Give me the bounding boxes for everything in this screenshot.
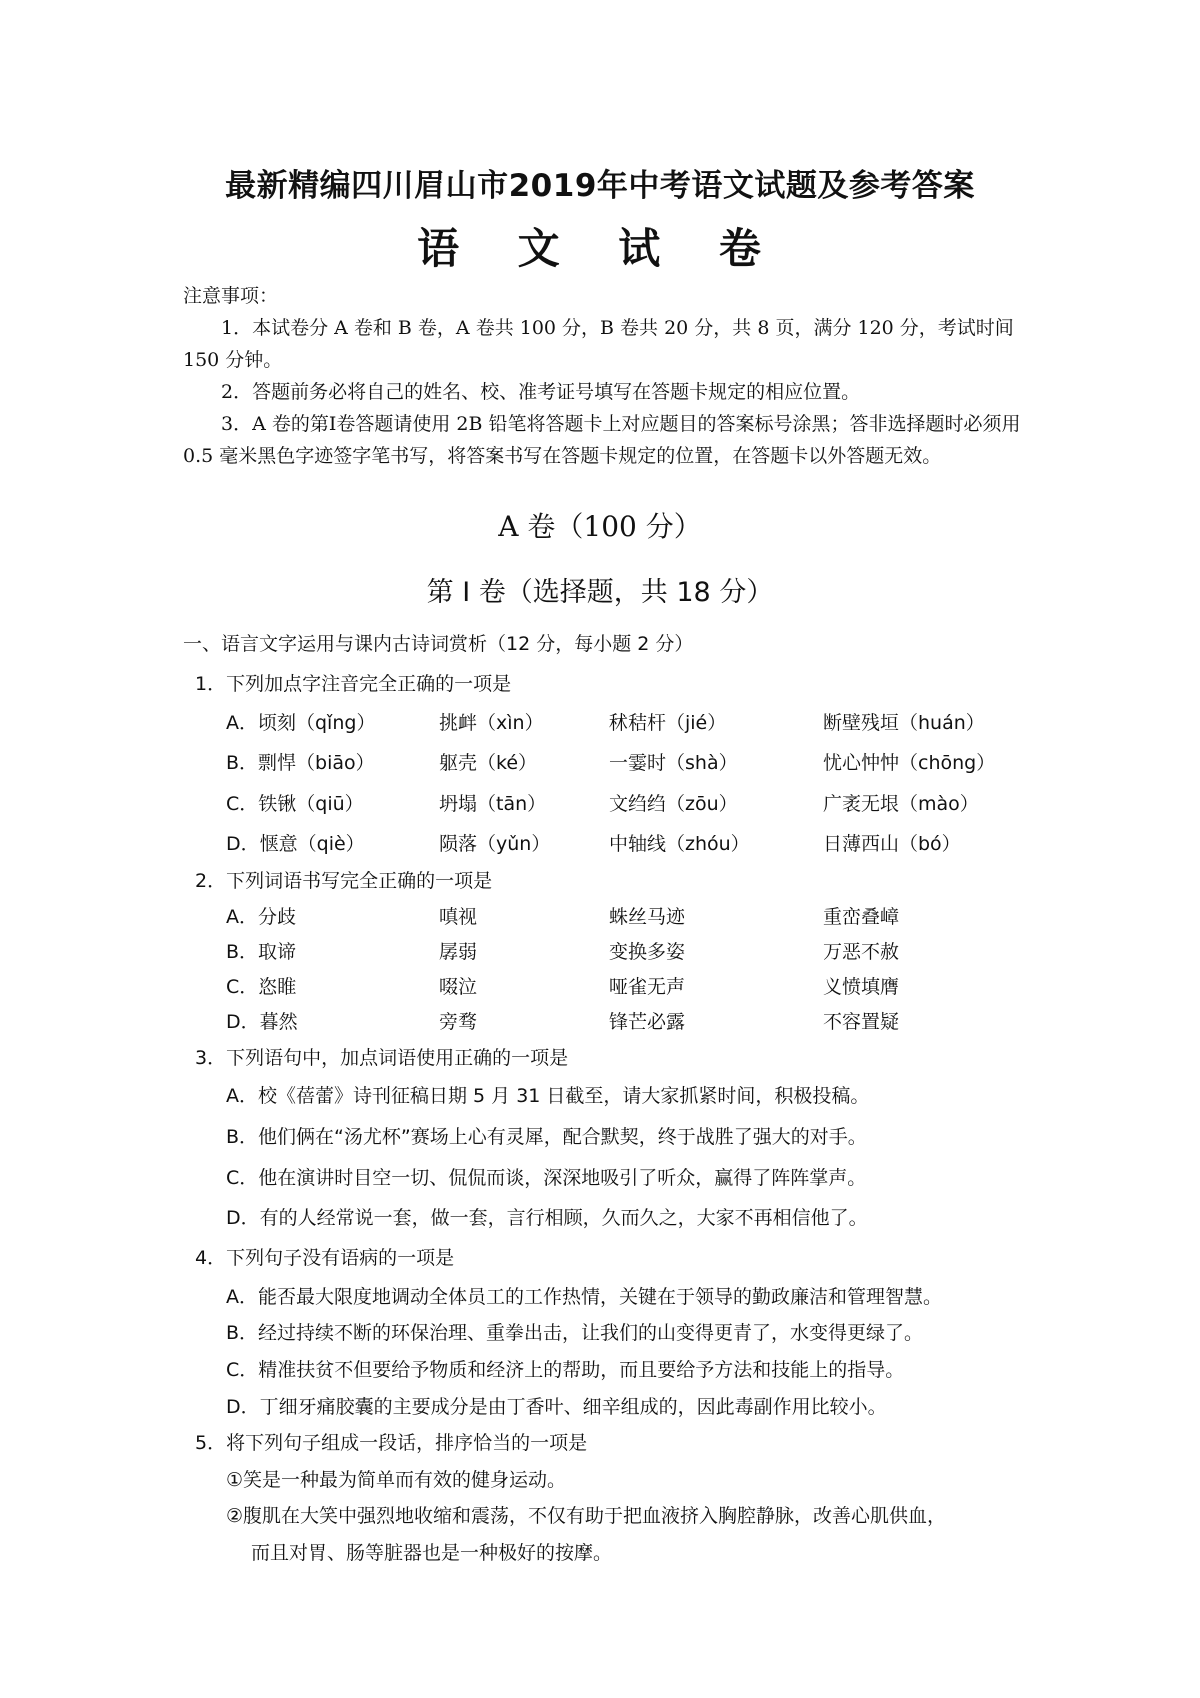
option-cell: C．恣睢 — [226, 976, 297, 998]
option-cell: 中轴线（zhóu） — [609, 833, 750, 855]
option-cell: A．顷刻（qǐng） — [226, 712, 376, 734]
option-cell: 蛛丝马迹 — [609, 906, 686, 928]
option-cell: 嗔视 — [439, 906, 478, 928]
question-2-stem: 2．下列词语书写完全正确的一项是 — [195, 870, 493, 892]
option-cell: 哑雀无声 — [609, 976, 686, 998]
question-4-option: B．经过持续不断的环保治理、重拳出击，让我们的山变得更青了，水变得更绿了。 — [226, 1322, 924, 1344]
question-4-option: A．能否最大限度地调动全体员工的工作热情，关键在于领导的勤政廉洁和管理智慧。 — [226, 1286, 942, 1308]
question-2-row-c — [226, 972, 1026, 1002]
option-cell: 一霎时（shà） — [609, 752, 738, 774]
question-1-row-c — [226, 789, 1026, 819]
option-cell: 日薄西山（bó） — [823, 833, 961, 855]
section-1-heading: 第 I 卷（选择题，共 18 分） — [426, 577, 774, 608]
option-cell: B．取谛 — [226, 941, 297, 963]
question-3-option: D．有的人经常说一套，做一套，言行相顾，久而久之，大家不再相信他了。 — [226, 1207, 868, 1229]
note-item: 1．本试卷分 A 卷和 B 卷，A 卷共 100 分，B 卷共 20 分，共 8 页，满分 120 分，考试时间 150 分钟。 — [183, 317, 1014, 371]
question-2-row-b — [226, 937, 1026, 967]
option-cell: 断壁残垣（huán） — [823, 712, 985, 734]
question-1-row-d — [226, 829, 1026, 859]
question-1-row-b — [226, 748, 1026, 778]
option-cell: 变换多姿 — [609, 941, 686, 963]
option-cell: C．铁锹（qiū） — [226, 793, 364, 815]
option-cell: B．剽悍（biāo） — [226, 752, 375, 774]
notes-heading: 注意事项： — [183, 285, 279, 307]
option-cell: 不容置疑 — [823, 1011, 900, 1033]
option-cell: 义愤填膺 — [823, 976, 900, 998]
section-a-heading: A 卷（100 分） — [498, 510, 702, 543]
question-5-sentence-continued: 而且对胃、肠等脏器也是一种极好的按摩。 — [251, 1542, 613, 1564]
question-5-stem: 5．将下列句子组成一段话，排序恰当的一项是 — [195, 1432, 588, 1454]
option-cell: 文绉绉（zōu） — [609, 793, 738, 815]
option-cell: 广袤无垠（mào） — [823, 793, 979, 815]
option-cell: 锋芒必露 — [609, 1011, 686, 1033]
question-1-row-a — [226, 708, 1026, 738]
option-cell: 忧心忡忡（chōng） — [823, 752, 996, 774]
question-2-row-a — [226, 902, 1026, 932]
question-3-option: A．校《蓓蕾》诗刊征稿日期 5 月 31 日截至，请大家抓紧时间，积极投稿。 — [226, 1085, 870, 1107]
option-cell: 重峦叠嶂 — [823, 906, 900, 928]
document-title: 最新精编四川眉山市2019年中考语文试题及参考答案 — [225, 168, 975, 204]
question-4-stem: 4．下列句子没有语病的一项是 — [195, 1247, 455, 1269]
notes-section — [183, 280, 1023, 472]
question-3-option: B．他们俩在“汤尤杯”赛场上心有灵犀，配合默契，终于战胜了强大的对手。 — [226, 1126, 867, 1148]
question-5-sentence: ②腹肌在大笑中强烈地收缩和震荡，不仅有助于把血液挤入胸腔静脉，改善心肌供血， — [226, 1505, 947, 1527]
note-item: 2．答题前务必将自己的姓名、校、准考证号填写在答题卡规定的相应位置。 — [221, 381, 861, 403]
option-cell: 躯壳（ké） — [439, 752, 538, 774]
question-1-stem: 1．下列加点字注音完全正确的一项是 — [195, 673, 512, 695]
option-cell: 秫秸杆（jié） — [609, 712, 727, 734]
option-cell: 陨落（yǔn） — [439, 833, 551, 855]
question-4-option: C．精准扶贫不但要给予物质和经济上的帮助，而且要给予方法和技能上的指导。 — [226, 1359, 905, 1381]
question-2-row-d — [226, 1007, 1026, 1037]
part-heading: 一、语言文字运用与课内古诗词赏析（12 分，每小题 2 分） — [183, 633, 694, 655]
question-4-option: D．丁细牙痛胶囊的主要成分是由丁香叶、细辛组成的，因此毒副作用比较小。 — [226, 1396, 887, 1418]
option-cell: D．惬意（qiè） — [226, 833, 365, 855]
option-cell: A．分歧 — [226, 906, 296, 928]
note-item: 3．A 卷的第Ⅰ卷答题请使用 2B 铅笔将答题卡上对应题目的答案标号涂黑；答非选择题时必须用 0.5 毫米黑色字迹签字笔书写，将答案书写在答题卡规定的位置，在答题卡以外答题无效。 — [183, 413, 1021, 467]
option-cell: 旁骛 — [439, 1011, 478, 1033]
option-cell: 孱弱 — [439, 941, 478, 963]
exam-subtitle: 语 文 试 卷 — [417, 224, 783, 273]
option-cell: D．暮然 — [226, 1011, 298, 1033]
option-cell: 挑衅（xìn） — [439, 712, 544, 734]
option-cell: 啜泣 — [439, 976, 478, 998]
question-3-option: C．他在演讲时目空一切、侃侃而谈，深深地吸引了听众，赢得了阵阵掌声。 — [226, 1167, 867, 1189]
option-cell: 坍塌（tān） — [439, 793, 547, 815]
question-5-sentence: ①笑是一种最为简单而有效的健身运动。 — [226, 1469, 567, 1491]
option-cell: 万恶不赦 — [823, 941, 900, 963]
question-3-stem: 3．下列语句中，加点词语使用正确的一项是 — [195, 1047, 569, 1069]
